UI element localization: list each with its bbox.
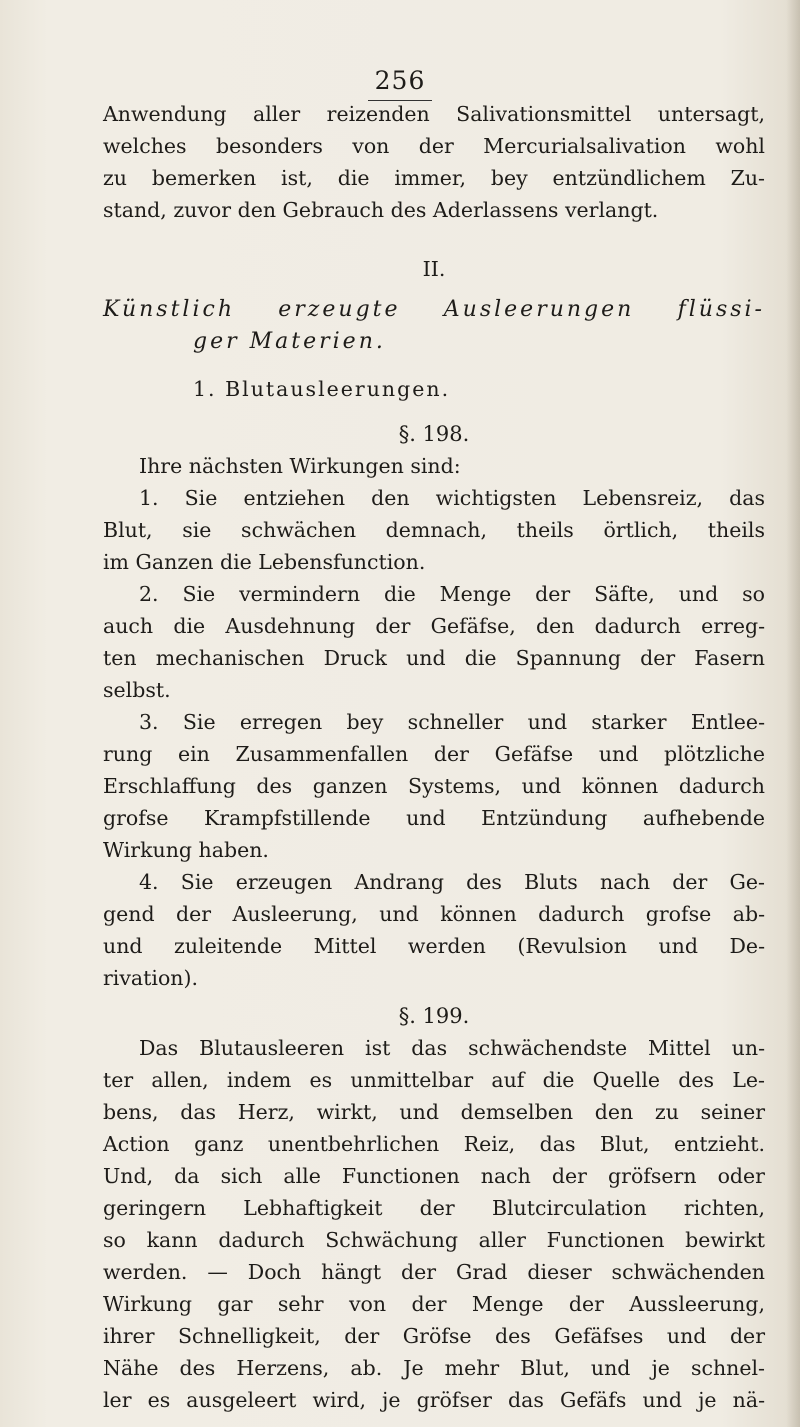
text-line: geringern Lebhaftigkeit der Blutcirculation richten, bbox=[103, 1196, 765, 1220]
text-line: gend der Ausleerung, und können dadurch grofse ab- bbox=[103, 902, 765, 926]
text-line: so kann dadurch Schwächung aller Functionen bewirkt bbox=[103, 1228, 765, 1252]
part-heading bbox=[103, 253, 765, 285]
part-numeral: II. bbox=[422, 257, 446, 281]
text-line: 4. Sie erzeugen Andrang des Bluts nach der Ge- bbox=[139, 870, 765, 894]
section-198 bbox=[103, 418, 765, 994]
subsection-title: 1. Blutausleerungen. bbox=[193, 377, 451, 401]
part-title-line: ger Materien. bbox=[193, 329, 386, 354]
text-line: ihrer Schnelligkeit, der Gröfse des Gefäfses und der bbox=[103, 1324, 765, 1348]
section-heading: §. 199. bbox=[398, 1004, 470, 1028]
text-line: und zuleitende Mittel werden (Revulsion und De- bbox=[103, 934, 765, 958]
text-line: welches besonders von der Mercurialsalivation wohl bbox=[103, 134, 765, 158]
text-line: auch die Ausdehnung der Gefäfse, den dadurch erreg- bbox=[103, 614, 765, 638]
text-line: Wirkung haben. bbox=[103, 838, 269, 862]
text-line: Erschlaffung des ganzen Systems, und können dadurch bbox=[103, 774, 765, 798]
page-number: 256 bbox=[374, 66, 426, 95]
text-line: werden. — Doch hängt der Grad dieser schwächenden bbox=[103, 1260, 765, 1284]
text-line: Action ganz unentbehrlichen Reiz, das Blut, entzieht. bbox=[103, 1132, 765, 1156]
text-line: Nähe des Herzens, ab. Je mehr Blut, und je schnel- bbox=[103, 1356, 765, 1380]
text-line: Ihre nächsten Wirkungen sind: bbox=[139, 454, 461, 478]
text-line: rung ein Zusammenfallen der Gefäfse und plötzliche bbox=[103, 742, 765, 766]
text-line: rivation). bbox=[103, 966, 199, 990]
part-title-line: Künstlich erzeugte Ausleerungen flüssi- bbox=[103, 297, 765, 322]
text-line: Wirkung gar sehr von der Menge der Aussleerung, bbox=[103, 1292, 765, 1316]
text-line: ler es ausgeleert wird, je gröfser das Gefäfs und je nä- bbox=[103, 1388, 765, 1412]
text-line: 2. Sie vermindern die Menge der Säfte, und so bbox=[139, 582, 765, 606]
text-line: selbst. bbox=[103, 678, 171, 702]
text-line: 1. Sie entziehen den wichtigsten Lebensreiz, das bbox=[139, 486, 765, 510]
text-line: 3. Sie erregen bey schneller und starker Entlee- bbox=[139, 710, 765, 734]
text-line: zu bemerken ist, die immer, bey entzündlichem Zu- bbox=[103, 166, 765, 190]
intro-paragraph bbox=[103, 98, 765, 226]
text-line: im Ganzen die Lebensfunction. bbox=[103, 550, 426, 574]
section-heading: §. 198. bbox=[398, 422, 470, 446]
text-line: ter allen, indem es unmittelbar auf die Quelle des Le- bbox=[103, 1068, 765, 1092]
text-line: Das Blutausleeren ist das schwächendste Mittel un- bbox=[139, 1036, 765, 1060]
text-line: stand, zuvor den Gebrauch des Aderlassens verlangt. bbox=[103, 198, 659, 222]
text-line: bens, das Herz, wirkt, und demselben den zu seiner bbox=[103, 1100, 765, 1124]
text-line: Und, da sich alle Functionen nach der gröfsern oder bbox=[103, 1164, 765, 1188]
subsection-heading bbox=[103, 373, 765, 405]
text-line: Anwendung aller reizenden Salivationsmittel untersagt, bbox=[103, 102, 765, 126]
text-line: Blut, sie schwächen demnach, theils örtlich, theils bbox=[103, 518, 765, 542]
part-title bbox=[103, 294, 765, 358]
text-line: ten mechanischen Druck und die Spannung der Fasern bbox=[103, 646, 765, 670]
section-199 bbox=[103, 1000, 765, 1416]
page-edge-shadow bbox=[786, 0, 800, 1427]
text-line: grofse Krampfstillende und Entzündung aufhebende bbox=[103, 806, 765, 830]
